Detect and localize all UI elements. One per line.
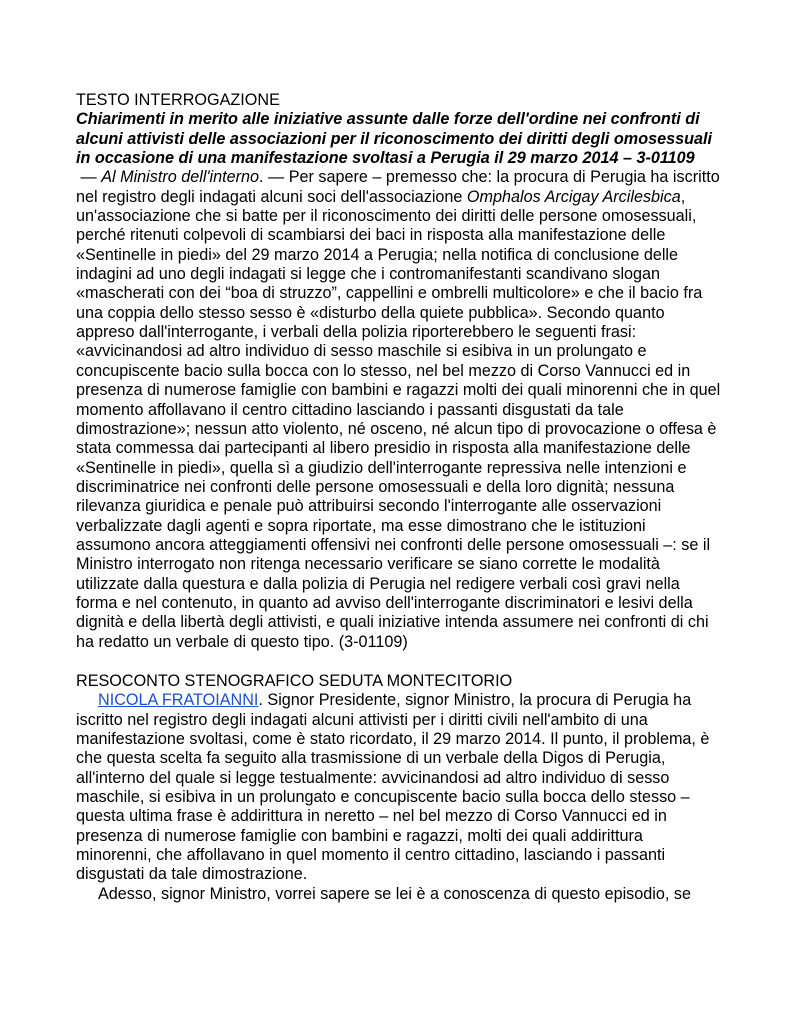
association-name: Omphalos Arcigay Arcilesbica (466, 187, 681, 206)
addressee-dash: — (76, 168, 102, 187)
transcript-heading: RESOCONTO STENOGRAFICO SEDUTA MONTECITORIO (76, 671, 513, 690)
speech-text: . Signor Presidente, signor Ministro, la procura di Perugia ha iscritto nel registro degli indagati alcuni attivisti per i diritti civili nell'ambito di una manifestazione svoltasi, come è stato ricordato, il 29 marzo 2014. Il punto, il problema, è che questa scelta fa seguito alla trasmissione di un verbale della Digos di Perugia, all'interno del quale si legge testualmente: avvicinandosi ad altro individuo di sesso maschile, si esibiva in un prolungato e concupiscente bacio sulla bocca dello stesso – questa ultima frase è addirittura in neretto – nel bel mezzo di Corso Vannucci ed in presenza di numerose famiglie con bambini e ragazzi, molti dei quali addirittura minorenni, che affollavano in quel momento il centro cittadino, lasciando i passanti disgustati da tale dimostrazione. (76, 691, 710, 884)
interrogation-heading: TESTO INTERROGAZIONE (76, 91, 280, 109)
speaker-link[interactable]: NICOLA FRATOIANNI (98, 691, 259, 710)
interrogation-body: , un'associazione che si batte per il riconoscimento dei diritti delle persone omosessuali, perché ritenuti colpevoli di scambiarsi dei baci in risposta alla manifestazione delle «Sentinelle in piedi» del 29 marzo 2014 a Perugia; nella notifica di conclusione delle indagini ad uno degli indagati si legge che i contromanifestanti scandivano slogan «mascherati con dei “boa di struzzo”, cappellini e ombrelli multicolore» e che il bacio fra una coppia dello stesso sesso è «disturbo della quiete pubblica». Secondo quanto appreso dall'interrogante, i verbali della polizia riporterebbero le seguenti frasi: «avvicinandosi ad altro individuo di sesso maschile si esibiva in un prolungato e concupiscente bacio sulla bocca con lo stesso, nel bel mezzo di Corso Vannucci ed in presenza di numerose famiglie con bambini e ragazzi molti dei quali minorenni che in quel momento affollavano il centro cittadino lasciando i passanti disgustati da tale dimostrazione»; nessun atto violento, né osceno, né alcun tipo di provocazione o offesa è stata commessa dai partecipanti al libero presidio in risposta alla manifestazione delle «Sentinelle in piedi», quella sì a giudizio dell'interrogante repressiva nelle intenzioni e discriminatrice nei confronti delle persone omosessuali e della loro dignità; nessuna rilevanza giuridica e penale può attribuirsi secondo l'interrogante alle osservazioni verbalizzate dagli agenti e sopra riportate, ma esse dimostrano che le istituzioni assumono ancora atteggiamenti offensivi nei confronti delle persone omosessuali –: se il Ministro interrogato non ritenga necessario verificare se siano corrette le modalità utilizzate dalla questura e dalla polizia di Perugia nel redigere verbali così gravi nella forma e nel contenuto, in quanto ad avviso dell'interrogante discriminatori e lesivi della dignità e della libertà degli attivisti, e quali iniziative intenda assumere nei confronti di chi ha redatto un verbale di questo tipo. (3-01109) (76, 187, 721, 651)
document-page (76, 91, 721, 904)
interrogation-text (76, 110, 721, 652)
addressee: Al Ministro dell'interno (101, 168, 260, 187)
interrogation-title: Chiarimenti in merito alle iniziative assunte dalle forze dell'ordine nei confronti di alcuni attivisti delle associazioni per il riconoscimento dei diritti degli omosessuali in occasione di una manifestazione svoltasi a Perugia il 29 marzo 2014 – 3-01109 (76, 110, 712, 168)
speech-paragraph-2: Adesso, signor Ministro, vorrei sapere se lei è a conoscenza di questo episodio, se (98, 884, 691, 903)
interrogation-intro: . — Per sapere – premesso che: la procura di Perugia ha iscritto nel registro degli indagati alcuni soci dell'associazione (76, 168, 720, 206)
speech-paragraph (76, 691, 721, 884)
